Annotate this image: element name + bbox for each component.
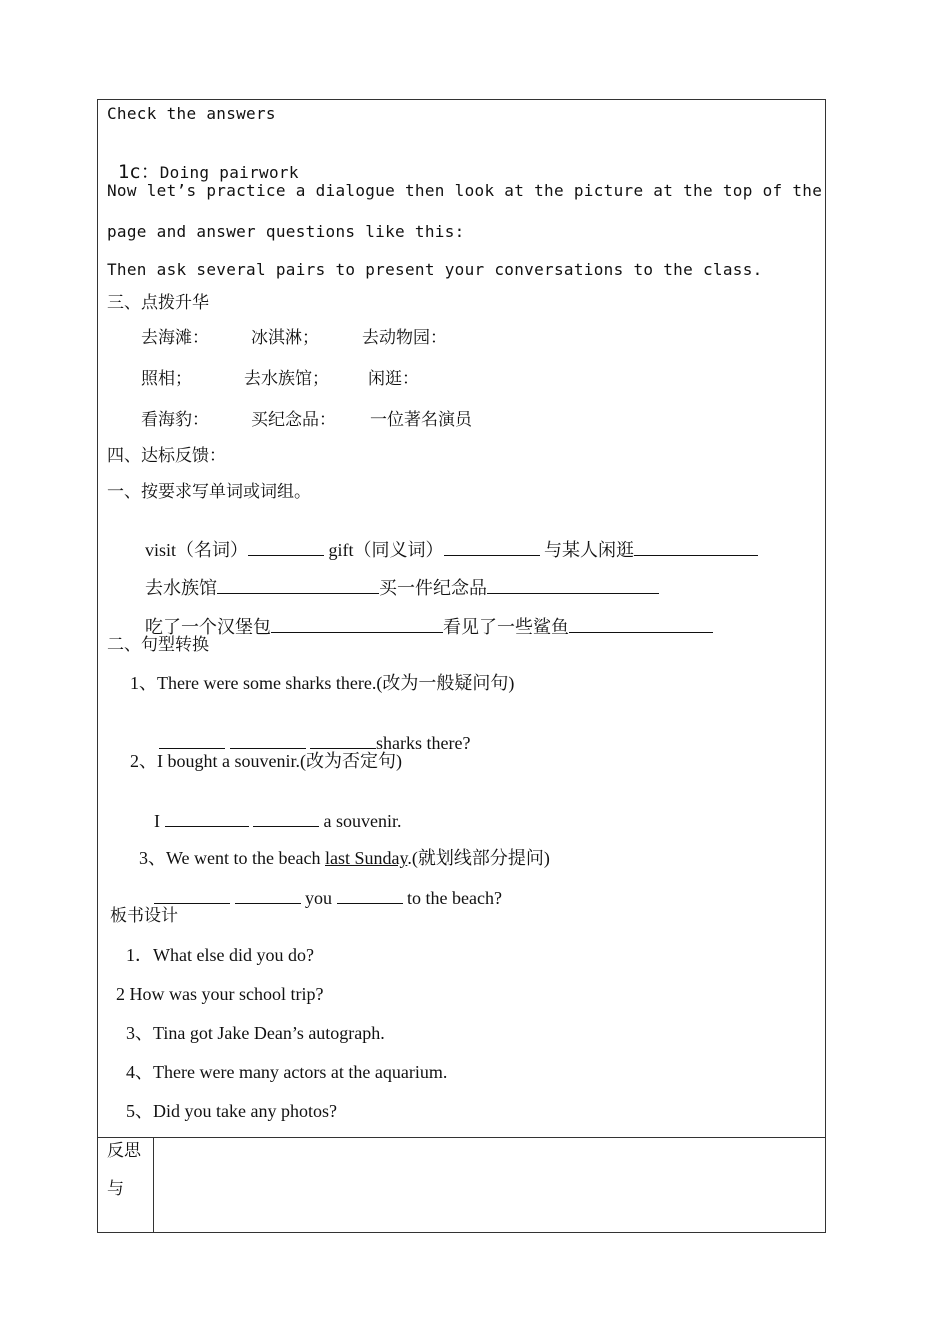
answer-blank[interactable]: [253, 810, 319, 827]
reflection-label-1: 反思: [107, 1141, 141, 1161]
answer-blank[interactable]: [230, 732, 306, 749]
board-item-2: 2 How was your school trip?: [116, 984, 324, 1004]
phrase-2-2: 去水族馆；: [244, 369, 329, 389]
prompt-souvenir: 买一件纪念品: [379, 578, 487, 598]
board-design-title: 板书设计: [110, 906, 178, 926]
question-2: 2、I bought a souvenir.(改为否定句): [130, 751, 402, 771]
dialogue-line-3: Then ask several pairs to present your conversations to the class.: [107, 260, 763, 279]
question-2-tail: a souvenir.: [323, 811, 402, 831]
table-column-divider: [153, 1137, 154, 1233]
phrase-3-2: 买纪念品：: [251, 410, 336, 430]
answer-blank[interactable]: [444, 539, 540, 556]
part-1-row-1: [136, 519, 758, 560]
activity-1c-label: 1c：: [117, 161, 160, 183]
dialogue-line-1: Now let’s practice a dialogue then look at the picture at the top of the: [107, 181, 823, 200]
phrase-2-1: 照相；: [141, 369, 192, 389]
prompt-gift-synonym: gift（同义词）: [328, 540, 444, 560]
phrase-1-3: 去动物园：: [362, 328, 447, 348]
prompt-visit-noun: visit（名词）: [145, 540, 249, 560]
question-3-pre: 3、We went to the beach: [139, 848, 325, 868]
question-2-answer: [145, 790, 402, 831]
prompt-aquarium: 去水族馆: [145, 578, 217, 598]
answer-blank[interactable]: [235, 887, 301, 904]
answer-blank[interactable]: [487, 577, 659, 594]
answer-blank[interactable]: [310, 732, 376, 749]
phrase-2-3: 闲逛：: [368, 369, 419, 389]
question-3-post: .(就划线部分提问): [407, 848, 550, 868]
part-1-row-2: [136, 557, 659, 598]
board-item-1: 1．What else did you do?: [126, 945, 314, 965]
question-3: [130, 828, 550, 868]
part-1-title: 一、按要求写单词或词组。: [107, 482, 311, 502]
question-3-mid: you: [305, 888, 332, 908]
prompt-hamburger: 吃了一个汉堡包: [145, 617, 271, 637]
answer-blank[interactable]: [271, 616, 443, 633]
table-row-divider: [97, 1137, 826, 1138]
section-3-heading: 三、点拨升华: [107, 293, 209, 313]
question-3-answer: [145, 867, 502, 908]
answer-blank[interactable]: [569, 616, 713, 633]
prompt-sharks: 看见了一些鲨鱼: [443, 617, 569, 637]
answer-blank[interactable]: [634, 539, 758, 556]
reflection-label-2: 与: [107, 1179, 124, 1199]
board-item-3: 3、Tina got Jake Dean’s autograph.: [126, 1023, 385, 1043]
phrase-1-1: 去海滩：: [141, 328, 209, 348]
answer-blank[interactable]: [217, 577, 379, 594]
board-item-4: 4、There were many actors at the aquarium.: [126, 1062, 448, 1082]
part-2-title: 二、句型转换: [107, 635, 209, 655]
answer-blank[interactable]: [248, 539, 324, 556]
phrase-3-1: 看海豹：: [141, 410, 209, 430]
question-3-underlined: last Sunday: [325, 848, 408, 868]
answer-blank[interactable]: [165, 810, 249, 827]
part-1-row-3: [136, 596, 713, 637]
phrase-3-3: 一位著名演员: [370, 410, 472, 430]
section-4-heading: 四、达标反馈：: [107, 446, 226, 466]
question-2-head: I: [154, 811, 160, 831]
question-1-tail: sharks there?: [376, 733, 471, 753]
board-item-5: 5、Did you take any photos?: [126, 1101, 337, 1121]
prompt-hang-out: 与某人闲逛: [544, 540, 635, 560]
answer-blank[interactable]: [159, 732, 225, 749]
question-1-answer: [150, 712, 470, 753]
answer-blank[interactable]: [337, 887, 403, 904]
phrase-1-2: 冰淇淋；: [251, 328, 319, 348]
question-1: 1、There were some sharks there.(改为一般疑问句): [130, 673, 515, 693]
activity-1c-line: [107, 142, 299, 183]
question-3-tail: to the beach?: [407, 888, 502, 908]
check-answers-line: Check the answers: [107, 104, 276, 123]
answer-blank[interactable]: [154, 887, 230, 904]
activity-1c-text: Doing pairwork: [159, 163, 299, 182]
dialogue-line-2: page and answer questions like this:: [107, 222, 465, 241]
